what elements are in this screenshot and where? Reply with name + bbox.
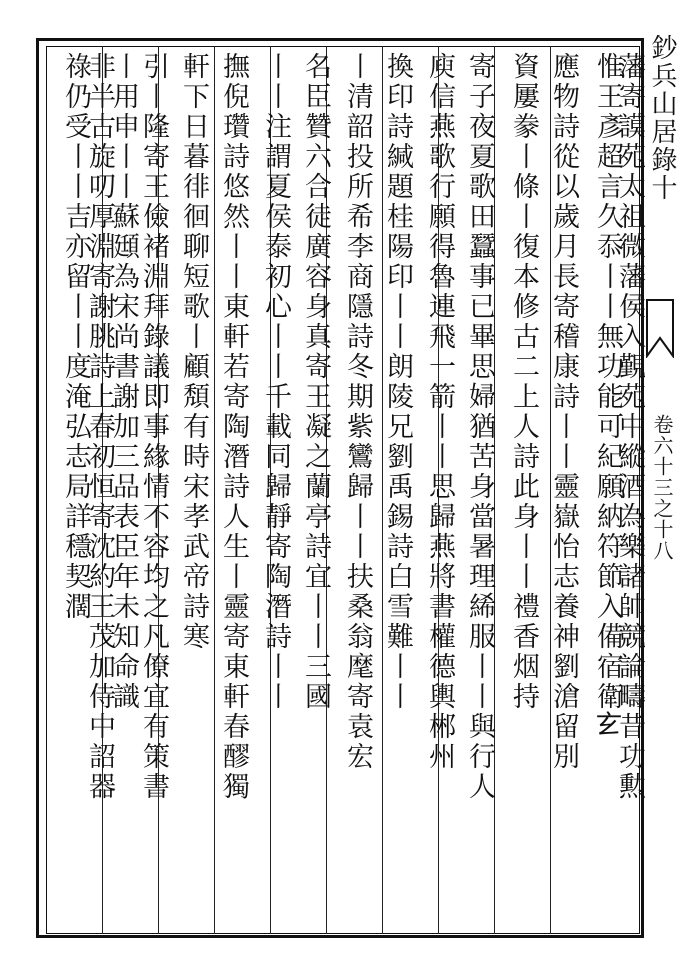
margin-book-title: 鈔兵山居錄十	[647, 34, 677, 202]
column-text: 撫倪瓚詩悠然丨丨東軒若寄陶潛詩人生丨靈寄東軒春醪獨	[218, 52, 249, 802]
column-text: 祿仍受丨丨吉亦留丨丨度淹弘志局詳穩契濶	[60, 52, 91, 622]
folio-number: 卷六十三之十八	[650, 414, 674, 561]
column-text: 寄子夜夏歌田蠶事已畢思婦猶苦身當暑理絺服丨丨與行人	[464, 52, 495, 802]
column-text: 換印詩緘題桂陽印丨丨朗陵兄劉禹錫詩白雪難丨丨	[382, 52, 413, 712]
column-text: 惟王彥超言久忝丨丨無功能可紀願納符節入備宿衛𤣥	[592, 52, 623, 742]
column-text: 庾信燕歌行願得魯連飛一箭丨丨思歸燕將書權德輿郴州	[424, 52, 455, 772]
column-text: 藩寄謨苑太祖微藩侯入覲苑中縱酒為樂諸帥競論疇昔功勲	[614, 52, 645, 802]
column-text: 資屢豢丨條丨復本修古二上人詩此身丨丨禮香烟持	[508, 52, 539, 712]
column-text: 非半古旋叨厚淵寄謝朓詩上春初恒寄沈約王茂加侍中詔器	[84, 52, 115, 802]
column-text: 丨清韶投所希李商隱詩冬期紫鸞歸丨丨扶桑翁麾寄袁宏	[342, 52, 373, 772]
column-text: 丨丨注謂夏侯泰初心丨丨千載同歸靜寄陶潛詩丨丨	[260, 52, 291, 712]
column-text: 軒下日暮徘徊聊短歌丨顧頽有時宋孝武帝詩寒	[178, 52, 209, 652]
column-text: 丨用申丨丨蘇頲為宋尚書謝加三品表臣年未知命識	[108, 52, 139, 712]
text-column-16	[48, 52, 100, 928]
column-text: 名臣贊六合徒廣容身真寄王凝之蘭亭詩宜丨丨三國	[300, 52, 331, 712]
column-text: 應物詩從以歲月長寄稽康詩丨丨靈嶽怡志養神劉滄留別	[548, 52, 579, 772]
column-text: 引丨隆寄王儉褚淵拜錄議即事緣情不容均之凡僚宜有策書	[138, 52, 169, 802]
